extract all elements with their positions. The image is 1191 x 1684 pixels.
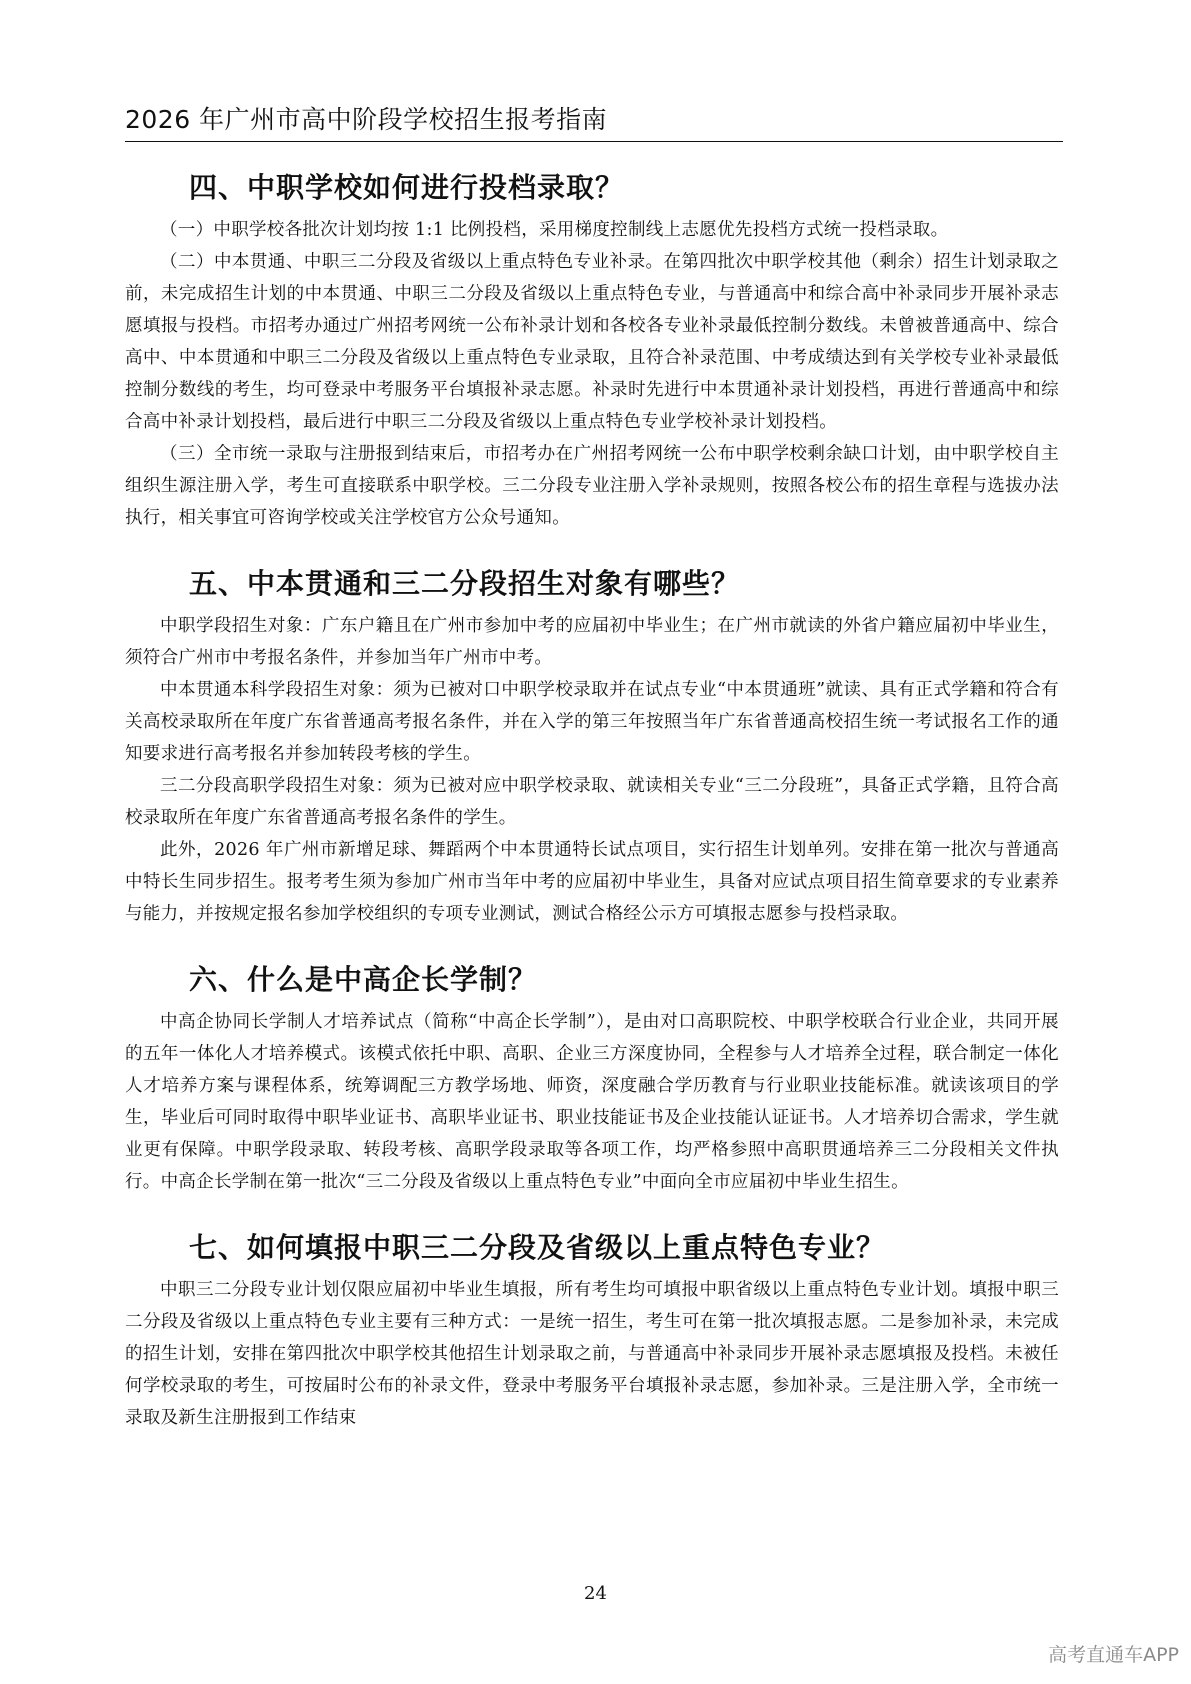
paragraph: 中高企协同长学制人才培养试点（简称“中高企长学制”），是由对口高职院校、中职学校联合行业企业，共同开展的五年一体化人才培养模式。该模式依托中职、高职、企业三方深度协同，全程参与人才培养全过程，联合制定一体化人才培养方案与课程体系，统筹调配三方教学场地、师资，深度融合学历教育与行业职业技能标准。就读该项目的学生，毕业后可同时取得中职毕业证书、高职毕业证书、职业技能证书及企业技能认证证书。人才培养切合需求，学生就业更有保障。中职学段录取、转段考核、高职学段录取等各项工作，均严格参照中高职贯通培养三二分段相关文件执行。中高企长学制在第一批次“三二分段及省级以上重点特色专业”中面向全市应届初中毕业生招生。	[125, 1012, 1059, 1192]
section-5	[125, 566, 1059, 930]
watermark: 高考直通车APP	[1048, 1644, 1179, 1666]
section-heading: 七、如何填报中职三二分段及省级以上重点特色专业？	[189, 1231, 886, 1264]
paragraph: 中本贯通本科学段招生对象：须为已被对口中职学校录取并在试点专业“中本贯通班”就读、具有正式学籍和符合有关高校录取所在年度广东省普通高考报名条件，并在入学的第三年按照当年广东省普通高校招生统一考试报名工作的通知要求进行高考报名并参加转段考核的学生。	[125, 680, 1059, 764]
section-heading: 四、中职学校如何进行投档录取？	[189, 171, 625, 204]
paragraph: （一）中职学校各批次计划均按 1:1 比例投档，采用梯度控制线上志愿优先投档方式统一投档录取。	[160, 220, 949, 240]
section-heading: 五、中本贯通和三二分段招生对象有哪些？	[189, 567, 741, 600]
paragraph: （三）全市统一录取与注册报到结束后，市招考办在广州招考网统一公布中职学校剩余缺口计划，由中职学校自主组织生源注册入学，考生可直接联系中职学校。三二分段专业注册入学补录规则，按照各校公布的招生章程与选拔办法执行，相关事宜可咨询学校或关注学校官方公众号通知。	[125, 444, 1059, 528]
section-6	[125, 962, 1059, 1198]
paragraph: 三二分段高职学段招生对象：须为已被对应中职学校录取、就读相关专业“三二分段班”，具备正式学籍，且符合高校录取所在年度广东省普通高考报名条件的学生。	[125, 776, 1059, 828]
page-body	[125, 170, 1059, 1434]
page-number: 24	[584, 1583, 607, 1604]
section-7	[125, 1230, 1059, 1434]
running-header: 2026 年广州市高中阶段学校招生报考指南	[125, 100, 1063, 142]
paragraph: （二）中本贯通、中职三二分段及省级以上重点特色专业补录。在第四批次中职学校其他（剩余）招生计划录取之前，未完成招生计划的中本贯通、中职三二分段及省级以上重点特色专业，与普通高中和综合高中补录同步开展补录志愿填报与投档。市招考办通过广州招考网统一公布补录计划和各校各专业补录最低控制分数线。未曾被普通高中、综合高中、中本贯通和中职三二分段及省级以上重点特色专业录取，且符合补录范围、中考成绩达到有关学校专业补录最低控制分数线的考生，均可登录中考服务平台填报补录志愿。补录时先进行中本贯通补录计划投档，再进行普通高中和综合高中补录计划投档，最后进行中职三二分段及省级以上重点特色专业学校补录计划投档。	[125, 252, 1059, 432]
section-heading: 六、什么是中高企长学制？	[189, 963, 538, 996]
paragraph: 中职学段招生对象：广东户籍且在广州市参加中考的应届初中毕业生；在广州市就读的外省户籍应届初中毕业生，须符合广州市中考报名条件，并参加当年广州市中考。	[125, 616, 1059, 668]
section-4	[125, 170, 1059, 534]
paragraph: 中职三二分段专业计划仅限应届初中毕业生填报，所有考生均可填报中职省级以上重点特色专业计划。填报中职三二分段及省级以上重点特色专业主要有三种方式：一是统一招生，考生可在第一批次填报志愿。二是参加补录，未完成的招生计划，安排在第四批次中职学校其他招生计划录取之前，与普通高中补录同步开展补录志愿填报及投档。未被任何学校录取的考生，可按届时公布的补录文件，登录中考服务平台填报补录志愿，参加补录。三是注册入学，全市统一录取及新生注册报到工作结束	[125, 1280, 1059, 1428]
paragraph: 此外，2026 年广州市新增足球、舞蹈两个中本贯通特长试点项目，实行招生计划单列。安排在第一批次与普通高中特长生同步招生。报考考生须为参加广州市当年中考的应届初中毕业生，具备对应试点项目招生简章要求的专业素养与能力，并按规定报名参加学校组织的专项专业测试，测试合格经公示方可填报志愿参与投档录取。	[125, 840, 1059, 924]
